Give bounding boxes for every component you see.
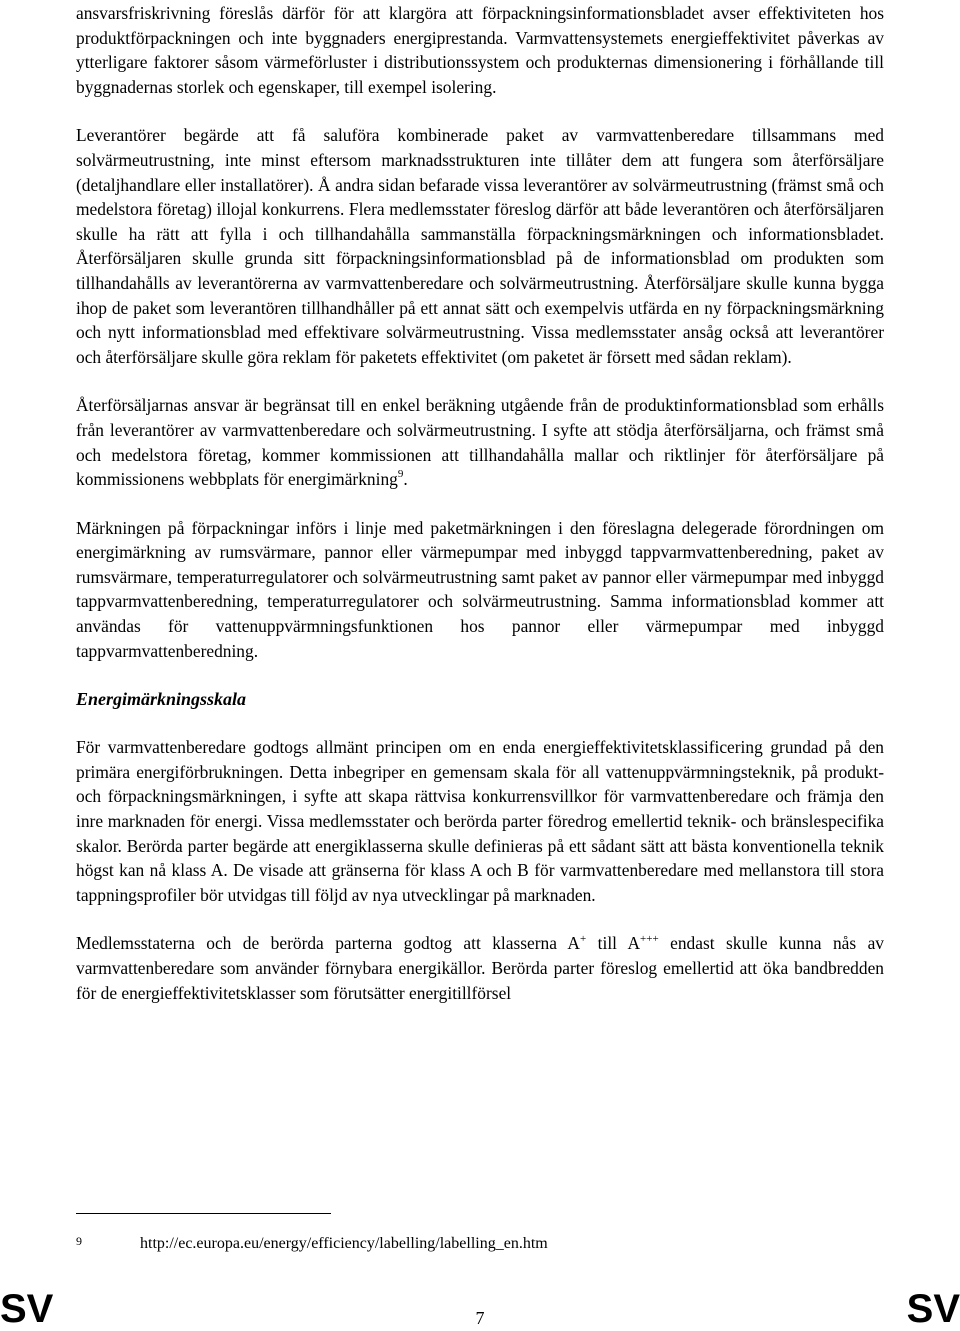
paragraph-dealer-end: . bbox=[403, 469, 408, 490]
paragraph-disclaimer: ansvarsfriskrivning föreslås därför för att klargöra att förpackningsinformationsbladet avser effektiviteten hos produktförpackningen och inte byggnaders energiprestanda. Varmvattensystemets energieffektivitet påverkas av ytterligare faktorer såsom värmeförluster i distributionssystem och produkternas dimensionering i förhållande till byggnadernas storlek och egenskaper, till exempel isolering. bbox=[76, 3, 884, 97]
paragraph-efficiency-classification: För varmvattenberedare godtogs allmänt principen om en enda energieffektivitetsklassificering grundad på den primära energiförbrukningen. Detta inbegriper en gemensam skala för all vattenuppvärmningsteknik, på produkt- och förpackningsmärkningen, i syfte att skapa rättvisa konkurrensvillkor för varmvattenberedare och främja den inre marknaden för energi. Vissa medlemsstater och berörda parter föredrog emellertid teknik- och bränslespecifika skalor. Berörda parter begärde att energiklasserna skulle definieras på ett sådant sätt att bästa konventionella teknik högst kan nå klass A. De visade att gränserna för klass A och B för varmvattenberedare med mellanstora till stora tappningsprofiler bör utvidgas till följd av nya utvecklingar på marknaden. bbox=[76, 737, 884, 905]
class-superscript-plus: + bbox=[580, 932, 587, 945]
footnote-link[interactable]: http://ec.europa.eu/energy/efficiency/labelling/labelling_en.htm bbox=[140, 1235, 548, 1252]
footnote-number: 9 bbox=[76, 1234, 82, 1248]
language-label-right: SV bbox=[906, 1287, 960, 1331]
paragraph-package-label: Märkningen på förpackningar införs i linje med paketmärkningen i den föreslagna delegerade förordningen om energimärkning av rumsvärmare, pannor eller värmepumpar med inbyggd tappvarmvattenberedning, paket av rumsvärmare, temperaturregulatorer och solvärmeutrustning samt paket av pannor eller värmepumpar med inbyggd tappvarmvattenberedning, temperaturregulatorer och solvärmeutrustning. Samma informationsblad kommer att användas för vattenuppvärmningsfunktionen hos pannor eller värmepumpar med inbyggd tappvarmvattenberedning. bbox=[76, 517, 884, 661]
paragraph-classes-part-c: endast skulle kunna nås av varmvattenberedare som använder förnybara energikällor. Berörda parter föreslog emellertid att öka bandbredden för de energieffektivitetsklasser som förutsätter energitillförsel bbox=[76, 933, 884, 1003]
page-number: 7 bbox=[475, 1308, 485, 1328]
footnote-reference[interactable]: 9 bbox=[397, 468, 404, 481]
paragraph-suppliers-packages: Leverantörer begärde att få saluföra kombinerade paket av varmvattenberedare tillsammans med solvärmeutrustning, inte minst eftersom marknadsstrukturen inte tillåter dem att fungera som återförsäljare (detaljhandlare eller installatörer). Å andra sidan befarade vissa leverantörer av solvärmeutrustning (främst små och medelstora företag) illojal konkurrens. Flera medlemsstater föreslog därför att både leverantören och återförsäljaren skulle ha rätt att fylla i och tillhandahålla sammanställa förpackningsmärkningen och informationsbladet. Återförsäljaren skulle grunda sitt förpackningsinformationsblad på de informationsblad om produkten som tillhandahålls av leverantörerna av varmvattenberedare och solvärmeutrustning. Återförsäljare skulle kunna bygga ihop de paket som leverantören tillhandhåller på ett annat sätt och exempelvis utfärda en ny förpackningsmärkning och nytt informationsblad med effektivare solvärmeutrustning. Vissa medlemsstater ansåg också att leverantörer och återförsäljare skulle göra reklam för paketets effektivitet (om paketet är försett med sådan reklam). bbox=[76, 125, 884, 367]
footnote-divider bbox=[76, 1213, 331, 1214]
document-body bbox=[76, 0, 884, 1005]
paragraph-classes-part-b: till A bbox=[586, 933, 641, 954]
paragraph-dealer-text: Återförsäljarnas ansvar är begränsat till en enkel beräkning utgående från de produktinformationsblad som erhålls från leverantörer av varmvattenberedare och solvärmeutrustning. I syfte att stödja återförsäljarna, och främst små och medelstora företag, kommer kommissionen att tillhandahålla mallar och riktlinjer för återförsäljare på kommissionens webbplats för energimärkning bbox=[76, 395, 884, 490]
language-label-left: SV bbox=[0, 1287, 54, 1331]
section-heading-energy-scale: Energimärkningsskala bbox=[76, 689, 247, 710]
paragraph-energy-classes bbox=[76, 931, 884, 1005]
paragraph-dealer-responsibility bbox=[76, 393, 884, 491]
class-superscript-triple-plus: +++ bbox=[640, 932, 659, 945]
paragraph-classes-part-a: Medlemsstaterna och de berörda parterna godtog att klasserna A bbox=[76, 933, 580, 954]
